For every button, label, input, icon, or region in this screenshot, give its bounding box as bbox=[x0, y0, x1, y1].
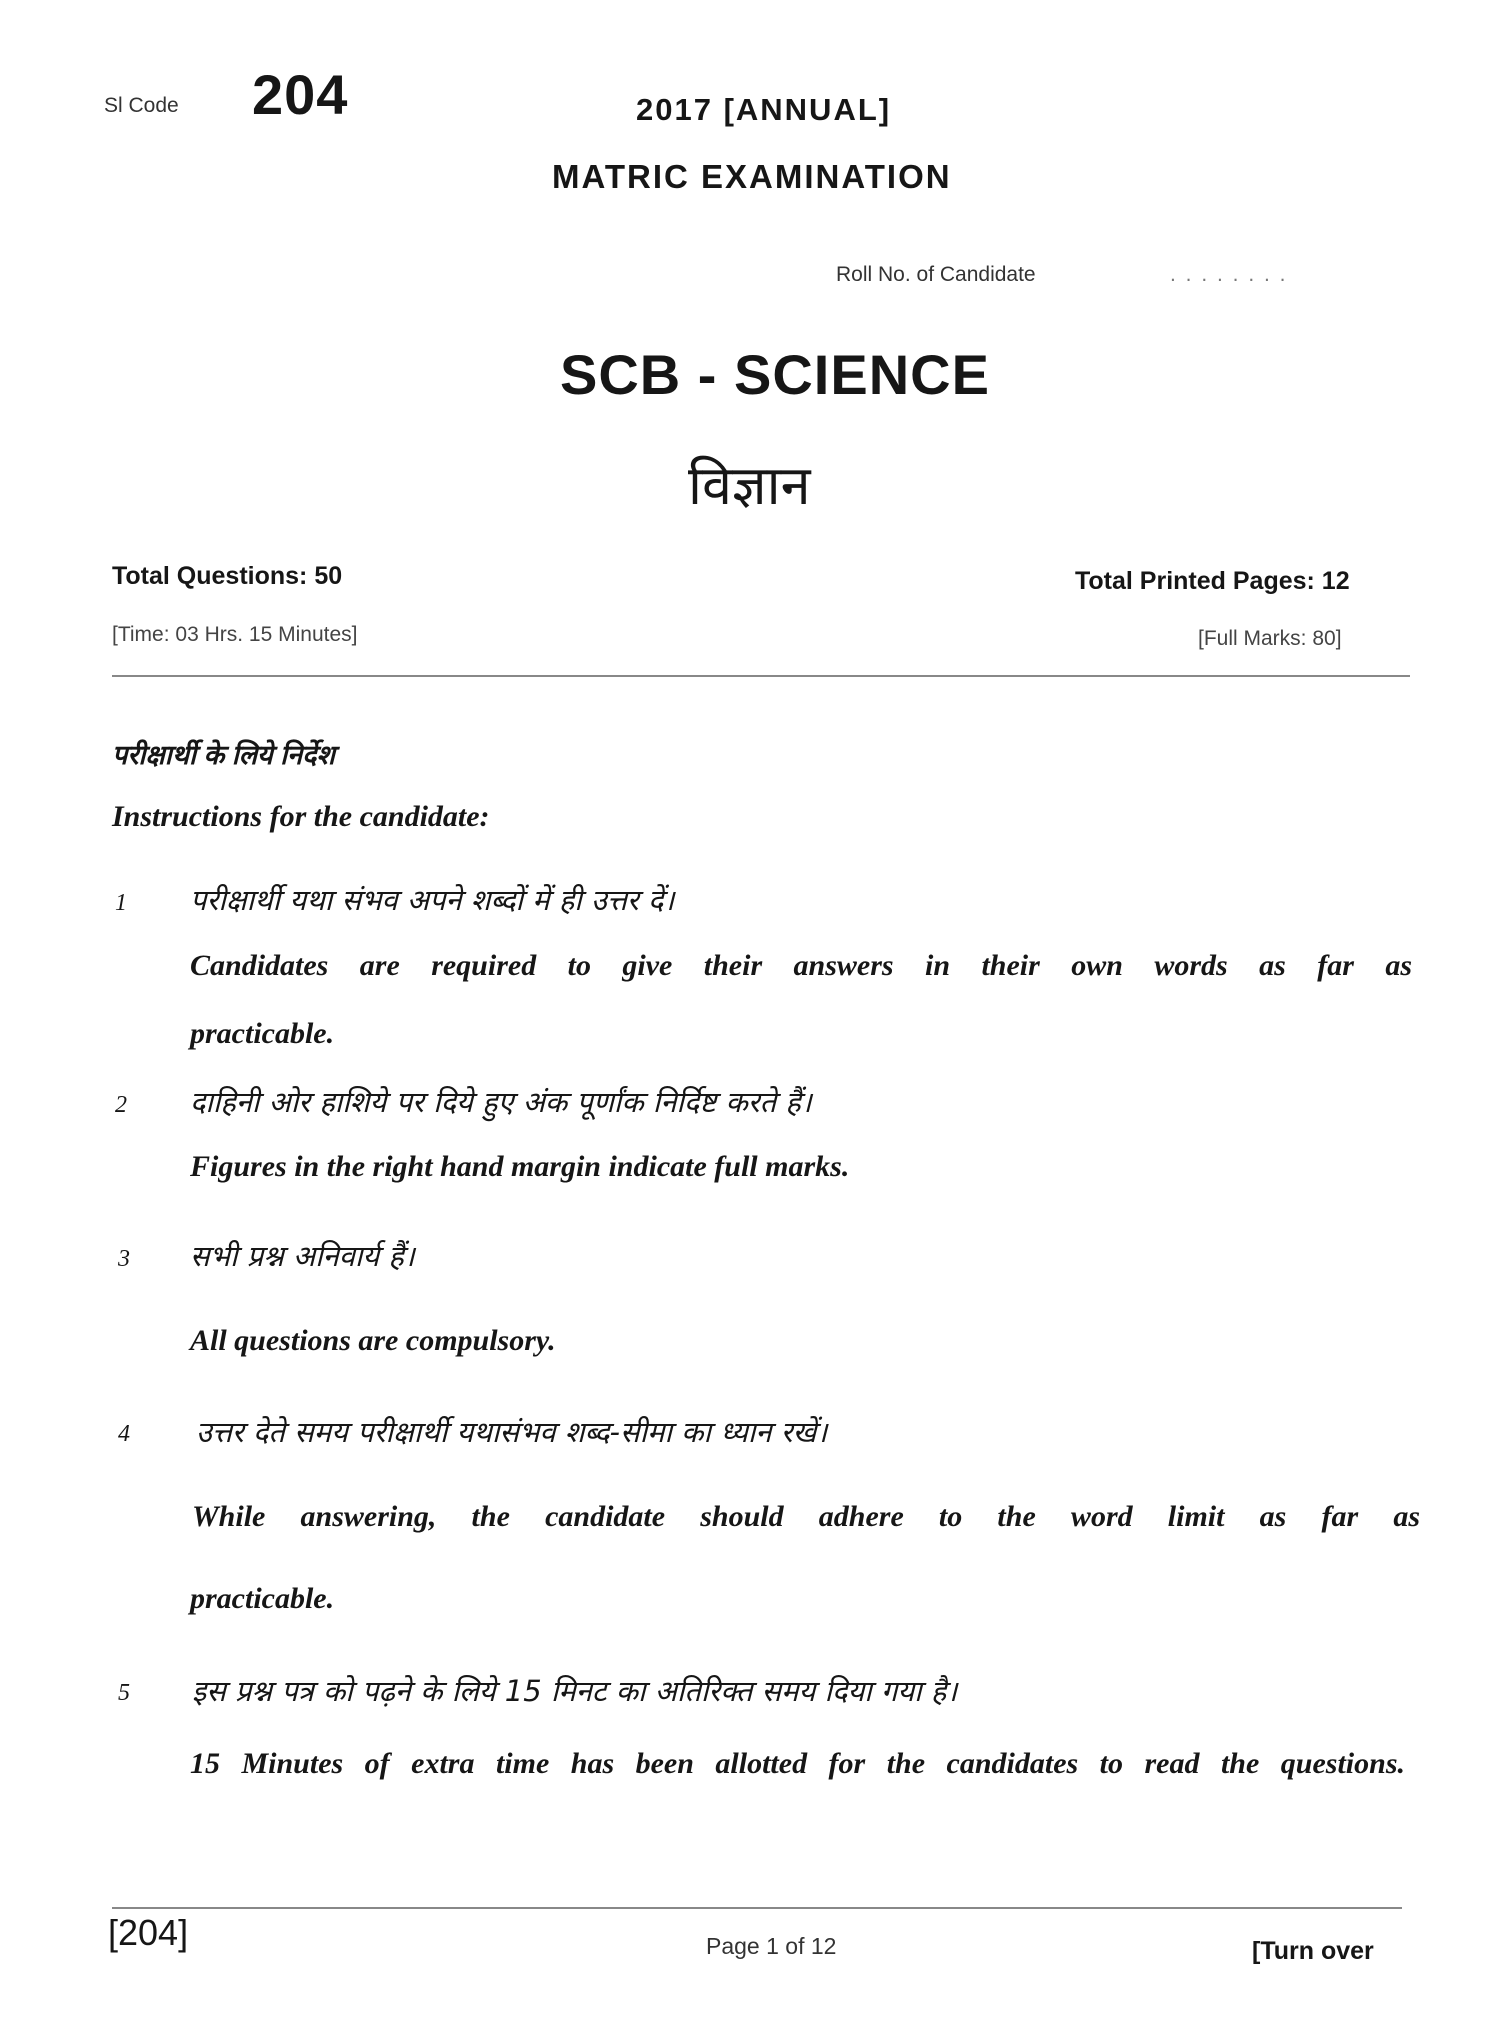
instructions-title-hindi: परीक्षार्थी के लिये निर्देश bbox=[112, 740, 335, 770]
instruction-number: 1 bbox=[115, 890, 127, 916]
roll-number-field: . . . . . . . . bbox=[1170, 263, 1288, 286]
instruction-number: 3 bbox=[118, 1246, 130, 1272]
instruction-hindi: उत्तर देते समय परीक्षार्थी यथासंभव शब्द-सीमा का ध्यान रखें। bbox=[196, 1415, 828, 1449]
sl-code-label: Sl Code bbox=[104, 94, 179, 117]
turn-over-note: [Turn over bbox=[1252, 1937, 1374, 1965]
instruction-english-continued: practicable. bbox=[190, 1017, 335, 1050]
instruction-hindi: इस प्रश्न पत्र को पढ़ने के लिये 15 मिनट का अतिरिक्त समय दिया गया है। bbox=[192, 1674, 958, 1708]
roll-number-label: Roll No. of Candidate bbox=[836, 263, 1036, 286]
exam-name: MATRIC EXAMINATION bbox=[552, 158, 952, 195]
exam-year: 2017 [ANNUAL] bbox=[636, 92, 892, 127]
instruction-english: 15 Minutes of extra time has been allotted for the candidates to read the questions. bbox=[190, 1747, 1405, 1780]
subject-title: SCB - SCIENCE bbox=[560, 343, 990, 406]
total-printed-pages: Total Printed Pages: 12 bbox=[1075, 567, 1350, 595]
instruction-number: 4 bbox=[118, 1421, 130, 1447]
instruction-english: Candidates are required to give their answers in their own words as far as bbox=[190, 949, 1412, 982]
instruction-hindi: दाहिनी ओर हाशिये पर दिये हुए अंक पूर्णांक निर्दिष्ट करते हैं। bbox=[190, 1085, 812, 1119]
sl-code: 204 bbox=[252, 63, 349, 126]
instruction-english: While answering, the candidate should adhere to the word limit as far as bbox=[192, 1500, 1420, 1533]
total-questions: Total Questions: 50 bbox=[112, 562, 343, 590]
instruction-english-continued: practicable. bbox=[190, 1582, 335, 1615]
time-allowed: [Time: 03 Hrs. 15 Minutes] bbox=[112, 623, 358, 646]
subject-title-hindi: विज्ञान bbox=[688, 456, 811, 516]
instructions-title-english: Instructions for the candidate: bbox=[112, 800, 490, 833]
instruction-english: All questions are compulsory. bbox=[190, 1324, 556, 1357]
instruction-hindi: परीक्षार्थी यथा संभव अपने शब्दों में ही उत्तर दें। bbox=[190, 883, 675, 917]
page-number: Page 1 of 12 bbox=[706, 1933, 837, 1959]
instruction-hindi: सभी प्रश्न अनिवार्य हैं। bbox=[190, 1239, 415, 1273]
instruction-number: 2 bbox=[115, 1092, 127, 1118]
footer-divider bbox=[112, 1907, 1402, 1909]
header-divider bbox=[112, 675, 1410, 677]
instruction-english: Figures in the right hand margin indicate full marks. bbox=[190, 1150, 850, 1183]
full-marks: [Full Marks: 80] bbox=[1198, 627, 1342, 650]
footer-paper-code: [204] bbox=[108, 1912, 189, 1953]
instruction-number: 5 bbox=[118, 1680, 130, 1706]
